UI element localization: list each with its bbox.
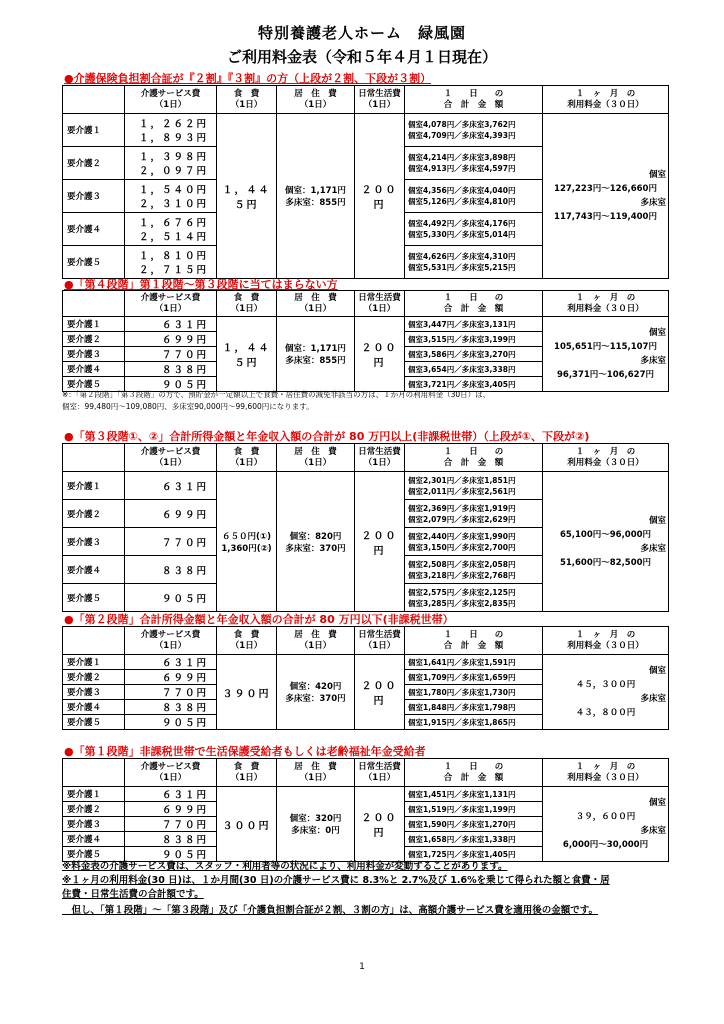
stay-fee: 個室：420円 多床室：370円 [277, 655, 355, 730]
table-row [63, 655, 669, 670]
care-level: 要介護５ [63, 246, 125, 279]
care-level: 要介護５ [63, 584, 125, 612]
monthly-fee [543, 655, 669, 730]
service-fee: ８３８円 [125, 556, 217, 584]
food-fee: １，４４５円 [217, 317, 277, 392]
service-fee: ９０５円 [125, 847, 217, 862]
care-level: 要介護２ [63, 802, 125, 817]
monthly-fee [543, 317, 669, 392]
service-fee: ６９９円 [125, 670, 217, 685]
monthly-shared-value: ４３，８００円 [575, 708, 636, 718]
monthly-fee [543, 472, 669, 612]
section1-heading: ●介護保険負担割合証が『２割』『３割』の方（上段が２割、下段が３割） [64, 72, 432, 85]
page-subtitle: ご利用料金表（令和５年４月１日現在） [226, 48, 497, 66]
monthly-private-value: 105,651円～115,107円 [554, 342, 657, 352]
daily-total: 個室4,078円／多床室3,762円 個室4,709円／多床室4,393円 [405, 114, 543, 147]
service-fee: ９０５円 [125, 584, 217, 612]
monthly-shared-value: 117,743円～119,400円 [554, 212, 657, 222]
service-fee: ７７０円 [125, 528, 217, 556]
stay-fee: 個室：320円 多床室：0円 [277, 787, 355, 862]
service-fee: １，６７６円 ２，５１４円 [125, 213, 217, 246]
monthly-private-label: 個室 [648, 798, 666, 808]
daily-total: 個室2,508円／多床室2,058円 個室3,218円／多床室2,768円 [405, 556, 543, 584]
monthly-shared-label: 多床室 [640, 543, 666, 554]
care-level: 要介護４ [63, 213, 125, 246]
care-level: 要介護３ [63, 685, 125, 700]
care-level: 要介護３ [63, 180, 125, 213]
monthly-private-value: 127,223円～126,660円 [554, 184, 657, 194]
daily-total: 個室2,369円／多床室1,919円 個室2,079円／多床室2,629円 [405, 500, 543, 528]
care-level: 要介護１ [63, 787, 125, 802]
service-fee: １，８１０円 ２，７１５円 [125, 246, 217, 279]
daily-total: 個室1,451円／多床室1,131円 [405, 787, 543, 802]
daily-total: 個室4,356円／多床室4,040円 個室5,126円／多床室4,810円 [405, 180, 543, 213]
header-daily: 日常生活費 （1日） [355, 86, 405, 114]
daily-total: 個室1,658円／多床室1,338円 [405, 832, 543, 847]
footnote-2: ※１ヶ月の利用料金(30 日)は、１か月間(30 日)の介護サービス費に 8.3%と 2.7%及び 1.6%を乗じて得られた額と食費・居 [62, 875, 610, 886]
service-fee: ６９９円 [125, 332, 217, 347]
monthly-private-label: 個室 [648, 666, 666, 676]
daily-total: 個室2,301円／多床室1,851円 個室2,011円／多床室2,561円 [405, 472, 543, 500]
monthly-shared-value: 51,600円～82,500円 [559, 557, 652, 568]
care-level: 要介護２ [63, 147, 125, 180]
food-fee: ６５０円(①) 1,360円(②) [217, 472, 277, 612]
header-service: 介護サービス費 （1日） [125, 86, 217, 114]
daily-total: 個室4,492円／多床室4,176円 個室5,330円／多床室5,014円 [405, 213, 543, 246]
monthly-private-value: 65,100円～96,000円 [559, 529, 652, 540]
stay-fee: 個室：1,171円 多床室：855円 [277, 317, 355, 392]
fee-table-section3: 介護サービス費 （1日） 食 費 （1日） 居 住 費 （1日） 日常生活費 （1日） １ 日 の 合 計 金 額 １ ヶ 月 の 利用料金（３０日） 要介護１ ６３１円 ６５０円(①) 1,360円(②) 個室：820円 多床室：370円 ２００円 個室2,301円／多床室1,851円 個室2,011円／多床室2,561円 個室 65,100円～96,000円 多床室 51,600円～82,500円 要介護２ ６９９円 個室2,369円／多床室1,919円 個室2,079円／多床室2,629円 要介護３ ７７０円 個室2,440円／多床室1,990円 個室3,150円／多床室2,700円 要介護４ ８３８円 個室2,508円／多床室2,058円 個室3,218円／多床室2,768円 要介護５ ９０５円 個室2,575円／多床室2,125円 個室3,285円／多床室2,835円 [62, 443, 669, 612]
monthly-shared-value: 96,371円～106,627円 [556, 370, 655, 380]
care-level: 要介護２ [63, 332, 125, 347]
daily-fee: ２００円 [355, 655, 405, 730]
fee-table-section4: 介護サービス費 （1日） 食 費 （1日） 居 住 費 （1日） 日常生活費 （1日） １ 日 の 合 計 金 額 １ ヶ 月 の 利用料金（３０日） 要介護１ ６３１円 ３９０円 個室：420円 多床室：370円 ２００円 個室1,641円／多床室1,591円 個室 ４５，３００円 多床室 ４３，８００円 要介護２ ６９９円 個室1,709円／多床室1,659円 要介護３ ７７０円 個室1,780円／多床室1,730円 要介護４ ８３８円 個室1,848円／多床室1,798円 要介護５ ９０５円 個室1,915円／多床室1,865円 [62, 626, 669, 730]
care-level: 要介護１ [63, 655, 125, 670]
section5-heading: ●「第１段階」非課税世帯で生活保護受給者もしくは老齢福祉年金受給者 [64, 745, 426, 758]
service-fee: ６３１円 [125, 655, 217, 670]
care-level: 要介護３ [63, 347, 125, 362]
page-number: 1 [359, 962, 365, 972]
service-fee: ９０５円 [125, 715, 217, 730]
care-level: 要介護５ [63, 715, 125, 730]
section4-heading: ●「第２段階」合計所得金額と年金収入額の合計が 80 万円以下(非課税世帯） [64, 613, 454, 626]
care-level: 要介護４ [63, 832, 125, 847]
daily-total: 個室3,654円／多床室3,338円 [405, 362, 543, 377]
page-title: 特別養護老人ホーム 緑風園 [257, 24, 466, 42]
care-level: 要介護３ [63, 817, 125, 832]
food-fee: １，４４５円 [217, 114, 277, 279]
monthly-private-value: ４５，３００円 [575, 680, 636, 690]
monthly-private-value: ３９，６００円 [575, 812, 636, 822]
daily-total: 個室3,515円／多床室3,199円 [405, 332, 543, 347]
care-level: 要介護４ [63, 362, 125, 377]
monthly-shared-label: 多床室 [640, 198, 666, 208]
header-blank [63, 86, 125, 114]
stay-fee: 個室：820円 多床室：370円 [277, 472, 355, 612]
header-month: １ ヶ 月 の 利用料金（３０日） [543, 86, 669, 114]
daily-total: 個室2,440円／多床室1,990円 個室3,150円／多床室2,700円 [405, 528, 543, 556]
table-row [63, 114, 669, 147]
daily-total: 個室1,641円／多床室1,591円 [405, 655, 543, 670]
service-fee: ７７０円 [125, 347, 217, 362]
daily-fee: ２００円 [355, 114, 405, 279]
daily-total: 個室3,447円／多床室3,131円 [405, 317, 543, 332]
care-level: 要介護１ [63, 114, 125, 147]
service-fee: ７７０円 [125, 817, 217, 832]
daily-total: 個室3,721円／多床室3,405円 [405, 377, 543, 392]
monthly-private-label: 個室 [648, 328, 666, 338]
section2-note-1: ※：「第２段階」「第３段階」の方で、預貯金が一定額以上で食費・居住費の減免非該当の方は、１か月の利用料金（30日）は、 [62, 390, 491, 399]
care-level: 要介護４ [63, 556, 125, 584]
service-fee: ６９９円 [125, 500, 217, 528]
daily-total: 個室1,725円／多床室1,405円 [405, 847, 543, 862]
daily-fee: ２００円 [355, 317, 405, 392]
monthly-shared-label: 多床室 [640, 694, 666, 704]
daily-fee: ２００円 [355, 787, 405, 862]
daily-total: 個室1,915円／多床室1,865円 [405, 715, 543, 730]
service-fee: ９０５円 [125, 377, 217, 392]
table-row [63, 317, 669, 332]
daily-total: 個室4,626円／多床室4,310円 個室5,531円／多床室5,215円 [405, 246, 543, 279]
monthly-shared-label: 多床室 [640, 356, 666, 366]
food-fee: ３９０円 [217, 655, 277, 730]
section2-note-2: 個室：99,480円～109,080円、多床室90,000円～99,600円になります。 [62, 402, 314, 411]
fee-table-section5: 介護サービス費 （1日） 食 費 （1日） 居 住 費 （1日） 日常生活費 （1日） １ 日 の 合 計 金 額 １ ヶ 月 の 利用料金（３０日） 要介護１ ６３１円 ３００円 個室：320円 多床室：0円 ２００円 個室1,451円／多床室1,131円 個室 ３９，６００円 多床室 6,000円～30,000円 要介護２ ６９９円 個室1,519円／多床室1,199円 要介護３ ７７０円 個室1,590円／多床室1,270円 要介護４ ８３８円 個室1,658円／多床室1,338円 要介護５ ９０５円 個室1,725円／多床室1,405円 [62, 758, 669, 862]
monthly-fee [543, 114, 669, 279]
monthly-private-label: 個室 [648, 170, 666, 180]
service-fee: １，５４０円 ２，３１０円 [125, 180, 217, 213]
care-level: 要介護２ [63, 500, 125, 528]
fee-table-section2: 介護サービス費 （1日） 食 費 （1日） 居 住 費 （1日） 日常生活費 （1日） １ 日 の 合 計 金 額 １ ヶ 月 の 利用料金（３０日） 要介護１ ６３１円 １，４４５円 個室：1,171円 多床室：855円 ２００円 個室3,447円／多床室3,131円 個室 105,651円～115,107円 多床室 96,371円～106,627円 要介護２ ６９９円 個室3,515円／多床室3,199円 要介護３ ７７０円 個室3,586円／多床室3,270円 要介護４ ８３８円 個室3,654円／多床室3,338円 要介護５ ９０５円 個室3,721円／多床室3,405円 [62, 290, 669, 392]
monthly-shared-value: 6,000円～30,000円 [562, 840, 649, 850]
daily-total: 個室1,519円／多床室1,199円 [405, 802, 543, 817]
service-fee: ６３１円 [125, 317, 217, 332]
table-row [63, 787, 669, 802]
header-total-day: １ 日 の 合 計 金 額 [405, 86, 543, 114]
food-fee: ３００円 [217, 787, 277, 862]
daily-total: 個室1,848円／多床室1,798円 [405, 700, 543, 715]
service-fee: ６３１円 [125, 472, 217, 500]
daily-total: 個室1,709円／多床室1,659円 [405, 670, 543, 685]
daily-total: 個室4,214円／多床室3,898円 個室4,913円／多床室4,597円 [405, 147, 543, 180]
care-level: 要介護４ [63, 700, 125, 715]
care-level: 要介護５ [63, 377, 125, 392]
service-fee: ７７０円 [125, 685, 217, 700]
service-fee: ６９９円 [125, 802, 217, 817]
monthly-fee [543, 787, 669, 862]
service-fee: ８３８円 [125, 832, 217, 847]
section2-heading: ●「第４段階」第１段階～第３段階に当てはまらない方 [64, 278, 338, 291]
service-fee: １，２６２円 １，８９３円 [125, 114, 217, 147]
care-level: 要介護２ [63, 670, 125, 685]
care-level: 要介護１ [63, 472, 125, 500]
service-fee: ６３１円 [125, 787, 217, 802]
care-level: 要介護１ [63, 317, 125, 332]
care-level: 要介護３ [63, 528, 125, 556]
service-fee: １，３９８円 ２，０９７円 [125, 147, 217, 180]
header-food: 食 費 （1日） [217, 86, 277, 114]
fee-table-section1 [62, 85, 669, 279]
footnote-4: 但し、「第１段階」～「第３段階」及び「介護負担割合証が２割、３割の方」は、高額介護サービス費を適用後の金額です。 [62, 905, 598, 916]
daily-total: 個室1,590円／多床室1,270円 [405, 817, 543, 832]
footnote-1: ※料金表の介護サービス費は、スタッフ・利用者等の状況により、利用料金が変動することがあります。 [62, 861, 508, 872]
stay-fee: 個室：1,171円 多床室：855円 [277, 114, 355, 279]
header-stay: 居 住 費 （1日） [277, 86, 355, 114]
table-row [63, 472, 669, 500]
section3-heading: ●「第３段階①、②」合計所得金額と年金収入額の合計が 80 万円以上(非課税世帯）（上段が①、下段が②) [64, 430, 590, 443]
daily-total: 個室3,586円／多床室3,270円 [405, 347, 543, 362]
footnote-3: 住費・日常生活費の合計額です。 [62, 889, 204, 900]
care-level: 要介護５ [63, 847, 125, 862]
daily-total: 個室2,575円／多床室2,125円 個室3,285円／多床室2,835円 [405, 584, 543, 612]
monthly-shared-label: 多床室 [640, 826, 666, 836]
service-fee: ８３８円 [125, 700, 217, 715]
daily-fee: ２００円 [355, 472, 405, 612]
daily-total: 個室1,780円／多床室1,730円 [405, 685, 543, 700]
monthly-private-label: 個室 [648, 515, 666, 526]
service-fee: ８３８円 [125, 362, 217, 377]
